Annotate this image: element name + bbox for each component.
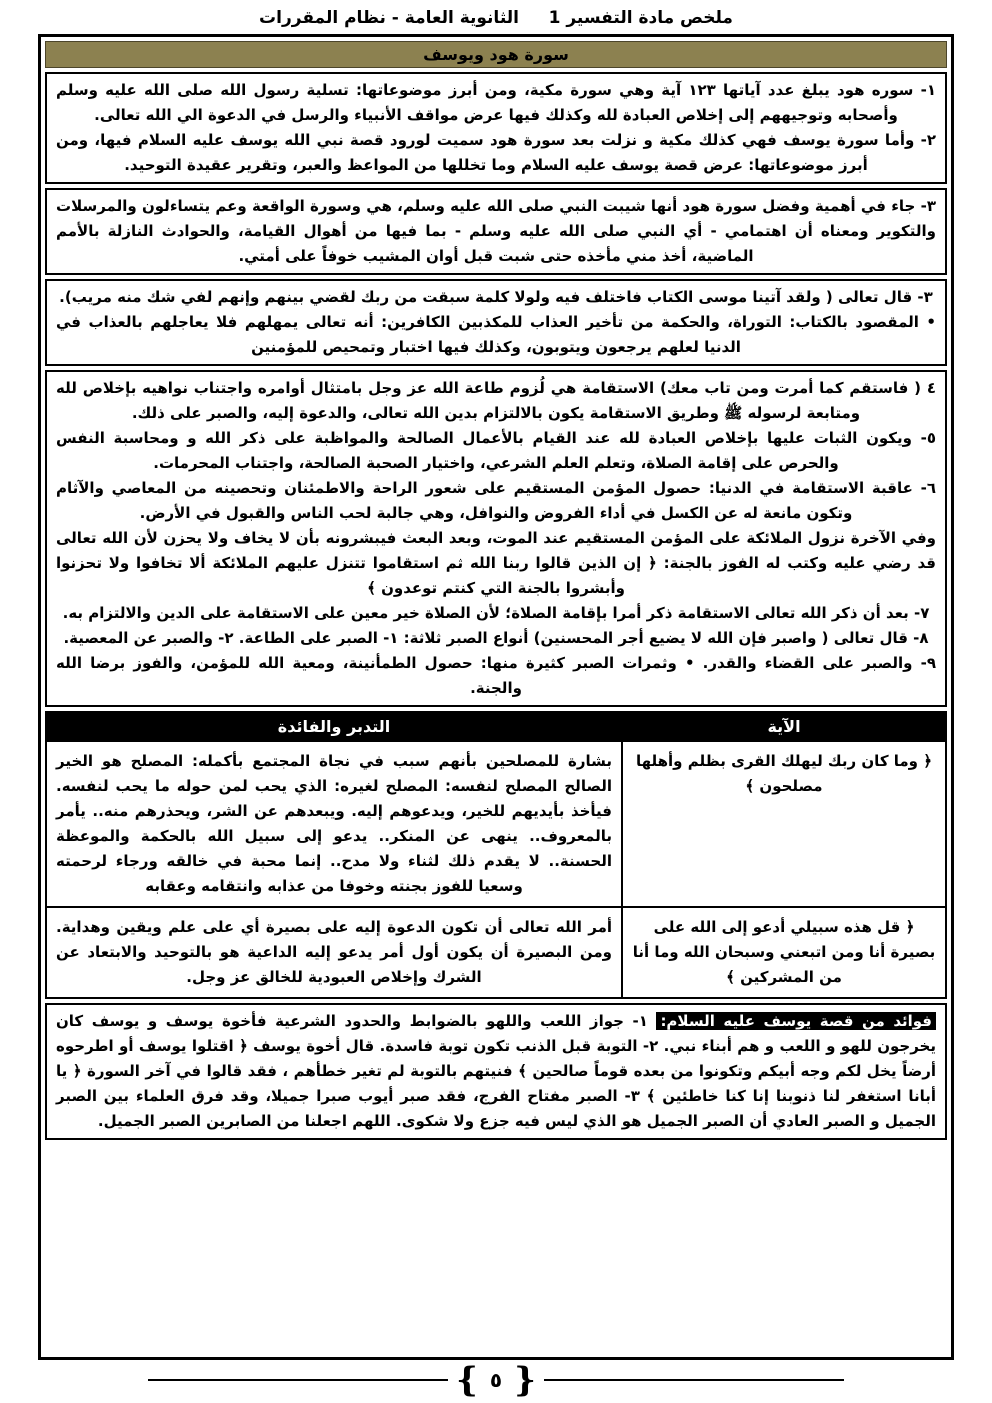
paragraph: ٧- بعد أن ذكر الله تعالى الاستقامة ذكر أمرا بإقامة الصلاة؛ لأن الصلاة خير معين على الاستقامة على الدين والالتزام به. bbox=[62, 604, 930, 622]
footer-rule-left bbox=[148, 1379, 448, 1381]
footer-brace-left: { bbox=[456, 1360, 478, 1400]
verses-reflection-table bbox=[45, 711, 947, 999]
page-number: ٥ bbox=[489, 1368, 503, 1392]
column-header-aya: الآية bbox=[622, 712, 946, 741]
paragraph: ٩- والصبر على القضاء والقدر. • وثمرات الصبر كثيرة منها: حصول الطمأنينة، ومعية الله للمؤمن، والفوز برضا الله والجنة. bbox=[56, 654, 936, 697]
text-box-istiqamah bbox=[45, 370, 947, 707]
tadabbur-cell: أمر الله تعالى أن تكون الدعوة إليه على بصيرة أي على علم ويقين وهداية. ومن البصيرة أن يكون أول أمر يدعو إليه الداعية هو بالتوحيد والابتعاد عن الشرك وإخلاص العبودية للخالق عز وجل. bbox=[46, 907, 622, 998]
text-box-surah-virtue bbox=[45, 188, 947, 275]
surah-title-bar: سورة هود ويوسف bbox=[45, 41, 947, 68]
text-box-surah-intro bbox=[45, 72, 947, 184]
paragraph: ٥- ويكون الثبات عليها بإخلاص العبادة لله عند القيام بالأعمال الصالحة والمواظبة على ذكر الله و ومحاسبة النفس والحرص على إقامة الصلاة، وتعلم العلم الشرعي، واختيار الصحبة الصالحة، واجتناب المحرمات. bbox=[56, 429, 936, 472]
aya-cell: ﴿ قل هذه سبيلي أدعو إلى الله على بصيرة أنا ومن اتبعني وسبحان الله وما أنا من المشركين ﴾ bbox=[622, 907, 946, 998]
benefits-text: ١- جواز اللعب واللهو بالضوابط والحدود الشرعية فأخوة يوسف و يوسف كان يخرجون للهو و اللعب و هم أبناء نبي. ٢- التوبة قبل الذنب تكون توبة فاسدة. قال أخوة يوسف ﴿ اقتلوا يوسف أو اطرحوه أرضاً يخل لكم وجه أبيكم وتكونوا من بعده قوماً صالحين ﴾ فنيتهم بالتوبة لم تغير خطأهم ، فقد قالوا في آخر السورة ﴿ يا أبانا استغفر لنا ذنوبنا إنا كنا خاطئين ﴾ ٣- الصبر مفتاح الفرج، فقد صبر أيوب صبرا جميلا، وقد فرق العلماء بين الصبر الجميل و الصبر العادي أن الصبر الجميل هو الذي ليس فيه جزع ولا شكوى. اللهم اجعلنا من الصابرين الصبر الجميل. bbox=[56, 1012, 937, 1130]
paragraph: • المقصود بالكتاب: التوراة، والحكمة من تأخير العذاب للمكذبين الكافرين: أنه تعالى يمهلهم فلا يعاجلهم بالعذاب في الدنيا لعلهم يرجعون ويتوبون، وكذلك فيها اختبار وتمحيص للمؤمنين bbox=[56, 313, 936, 356]
paragraph: ٦- عاقبة الاستقامة في الدنيا: حصول المؤمن المستقيم على شعور الراحة والاطمئنان وتحصينه من المعاصي والآثام وتكون مانعة له عن الكسل في أداء الفروض والنوافل، وهي جالبة لحب الناس والقبول في الأرض. bbox=[56, 479, 936, 522]
footer-brace-right: } bbox=[514, 1360, 536, 1400]
table-row bbox=[46, 741, 946, 907]
table-header-row bbox=[46, 712, 946, 741]
paragraph: ٣- جاء في أهمية وفضل سورة هود أنها شيبت النبي صلى الله عليه وسلم، هي وسورة الواقعة وعم يتساءلون والمرسلات والتكوير ومعناه أن اهتمامي - أي النبي صلى الله عليه وسلم - بما فيها من أهوال القيامة، والحوادث النازلة بالأمم الماضية، أخذ مني مأخذه حتى شبت قبل أوان المشيب خوفاً على أمتي. bbox=[56, 197, 936, 265]
paragraph: ٣- قال تعالى ( ولقد آتينا موسى الكتاب فاختلف فيه ولولا كلمة سبقت من ربك لقضي بينهم وإنهم لفي شك منه مريب). bbox=[59, 288, 933, 306]
tadabbur-cell: بشارة للمصلحين بأنهم سبب في نجاة المجتمع بأكمله: المصلح هو الخير الصالح المصلح لنفسه: المصلح لغيره: الذي يحب لمن حوله ما يحب لنفسه. فيأخذ بأيديهم للخير، ويدعوهم إليه. ويبعدهم عن الشر، ويحذرهم منه.. يأمر بالمعروف.. ينهى عن المنكر.. يدعو إلى سبيل الله بالحكمة والموعظة الحسنة.. لا يقدم ذلك لثناء ولا مدح.. إنما محبة في خالقه ورجاء لرحمته وسعيا للفوز بجنته وخوفا من عذابه وانتقامه وعقابه bbox=[46, 741, 622, 907]
paragraph: ١- سوره هود يبلغ عدد آياتها ١٢٣ آية وهي سورة مكية، ومن أبرز موضوعاتها: تسلية رسول الله صلى الله عليه وسلم وأصحابه وتوجيههم إلى إخلاص العبادة لله وكذلك فيها عرض مواقف الأنبياء والرسل في الدعوة الي الله تعالى. bbox=[56, 81, 936, 124]
paragraph: ٢- وأما سورة يوسف فهي كذلك مكية و نزلت بعد سورة هود سميت لورود قصة نبي الله يوسف عليه السلام فيها، ومن أبرز موضوعاتها: عرض قصة يوسف عليه السلام وما تخللها من المواعظ والعبر، وتقرير عقيدة التوحيد. bbox=[56, 131, 936, 174]
text-box-verse-meaning bbox=[45, 279, 947, 366]
aya-cell: ﴿ وما كان ربك ليهلك القرى بظلم وأهلها مصلحون ﴾ bbox=[622, 741, 946, 907]
footer-rule-right bbox=[544, 1379, 844, 1381]
table-row bbox=[46, 907, 946, 998]
page-footer bbox=[0, 1360, 992, 1400]
text-box-yusuf-benefits bbox=[45, 1003, 947, 1140]
paragraph: ٤ ( فاستقم كما أمرت ومن تاب معك) الاستقامة هي لُزوم طاعة الله عز وجل بامتثال أوامره واجتناب نواهيه بإخلاص لله ومتابعة لرسوله ﷺ وطريق الاستقامة يكون بالالتزام بدين الله تعالى، والدعوة إليه، والصبر على ذلك. bbox=[56, 379, 936, 422]
page-frame bbox=[38, 34, 954, 1360]
paragraph: ٨- قال تعالى ( واصبر فإن الله لا يضيع أجر المحسنين) أنواع الصبر ثلاثة: ١- الصبر على الطاعة. ٢- والصبر عن المعصية. bbox=[63, 629, 929, 647]
column-header-tadabbur: التدبر والفائدة bbox=[46, 712, 622, 741]
document-header: ملخص مادة التفسير 1 الثانوية العامة - نظام المقررات bbox=[259, 8, 733, 28]
benefits-title-highlight: فوائد من قصة يوسف عليه السلام: bbox=[656, 1012, 936, 1030]
paragraph bbox=[56, 1009, 936, 1134]
paragraph: وفي الآخرة نزول الملائكة على المؤمن المستقيم عند الموت، وبعد البعث فيبشرونه بأن لا يخاف ولا يحزن لأن الله تعالى قد رضي عليه وكتب له الفوز بالجنة: ﴿ إن الذين قالوا ربنا الله ثم استقاموا تتنزل عليهم الملائكة ألا تخافوا ولا تحزنوا وأبشروا بالجنة التي كنتم توعدون ﴾ bbox=[56, 529, 936, 597]
